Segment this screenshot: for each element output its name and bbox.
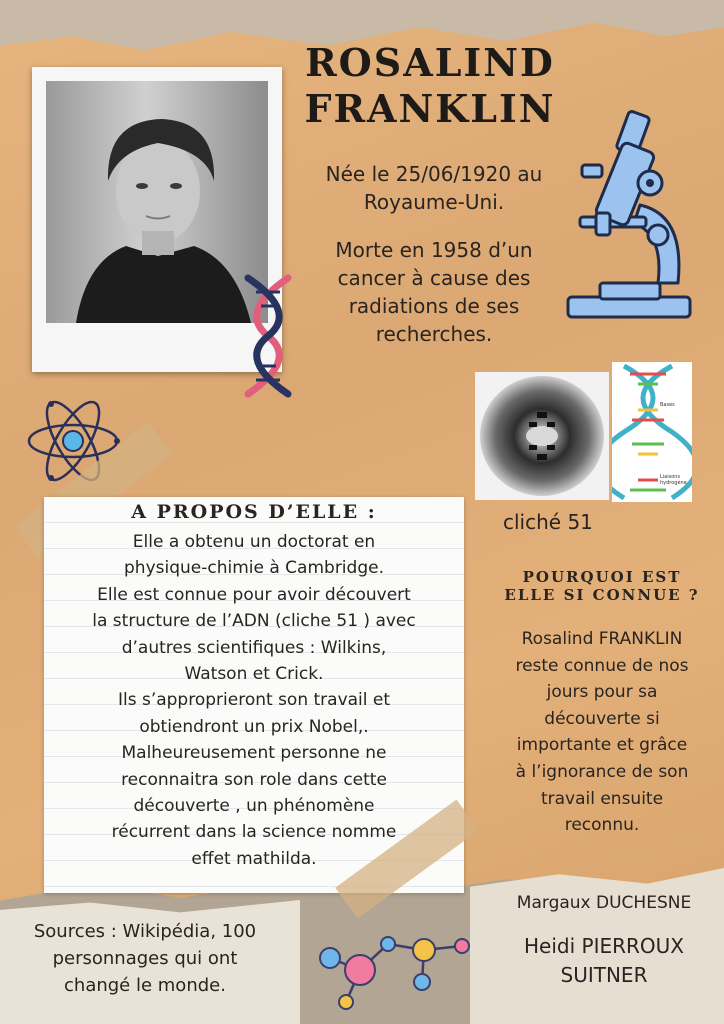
about-line: physique-chimie à Cambridge. — [124, 558, 384, 579]
why-line: jours pour sa — [546, 682, 658, 703]
why-text — [480, 626, 724, 839]
sources-line-2: personnages qui ont — [52, 948, 238, 969]
photo-51-image — [475, 372, 609, 500]
why-line: reconnu. — [564, 815, 640, 836]
about-line: reconnaitra son role dans cette — [121, 769, 387, 790]
about-line: récurrent dans la science nomme — [111, 822, 397, 843]
why-heading-line-1: POURQUOI EST — [522, 568, 682, 586]
photo-51-caption: cliché 51 — [503, 510, 593, 534]
about-heading: A PROPOS D’ELLE : — [131, 501, 377, 523]
about-line: Watson et Crick. — [184, 664, 324, 685]
about-line: Malheureusement personne ne — [121, 743, 387, 764]
death-line-1: Morte en 1958 d’un — [335, 238, 533, 262]
why-line: à l’ignorance de son — [515, 761, 689, 782]
why-line: importante et grâce — [516, 735, 688, 756]
dna-label-hydrogen: Liaisons hydrogène — [660, 474, 687, 486]
title-line-2: FRANKLIN — [304, 86, 556, 131]
death-line-2: cancer à cause des — [337, 266, 531, 290]
about-line: Elle a obtenu un doctorat en — [132, 532, 376, 552]
why-line: découverte si — [544, 708, 660, 729]
birth-info — [296, 160, 572, 216]
why-line: Rosalind FRANKLIN — [521, 629, 683, 649]
why-line: reste connue de nos — [515, 655, 689, 676]
dna-label-bases: Bases — [660, 402, 675, 408]
why-heading-line-2: ELLE SI CONNUE ? — [504, 586, 700, 604]
author-2-line-1: Heidi PIERROUX — [524, 934, 684, 958]
about-line: obtiendront un prix Nobel,. — [139, 716, 369, 737]
author-2-line-2: SUITNER — [560, 963, 648, 987]
birth-line-2: Royaume-Uni. — [363, 190, 505, 214]
author-1: Margaux DUCHESNE — [516, 893, 692, 913]
about-card — [44, 497, 464, 893]
death-line-4: recherches. — [375, 322, 493, 346]
about-line: effet mathilda. — [191, 848, 317, 869]
microscope-icon — [560, 105, 700, 325]
about-line: d’autres scientifiques : Wilkins, — [121, 637, 387, 658]
about-text — [44, 529, 464, 872]
death-line-3: radiations de ses — [348, 294, 520, 318]
page-title — [296, 40, 564, 132]
about-line: la structure de l’ADN (cliche 51 ) avec — [92, 611, 416, 632]
birth-line-1: Née le 25/06/1920 au — [325, 162, 543, 186]
sources-line-3: changé le monde. — [64, 975, 226, 996]
why-heading — [480, 568, 724, 604]
death-info — [296, 236, 572, 348]
molecule-icon — [312, 928, 478, 1018]
about-line: Elle est connue pour avoir découvert — [97, 584, 411, 605]
dna-structure-diagram — [612, 362, 692, 502]
sources — [6, 918, 284, 999]
why-line: travail ensuite — [540, 788, 664, 809]
title-line-1: ROSALIND — [305, 40, 555, 85]
about-line: découverte , un phénomène — [133, 796, 375, 817]
about-line: Ils s’approprieront son travail et — [117, 690, 391, 711]
author-2 — [486, 932, 722, 990]
sources-line-1: Sources : Wikipédia, 100 — [33, 921, 257, 942]
